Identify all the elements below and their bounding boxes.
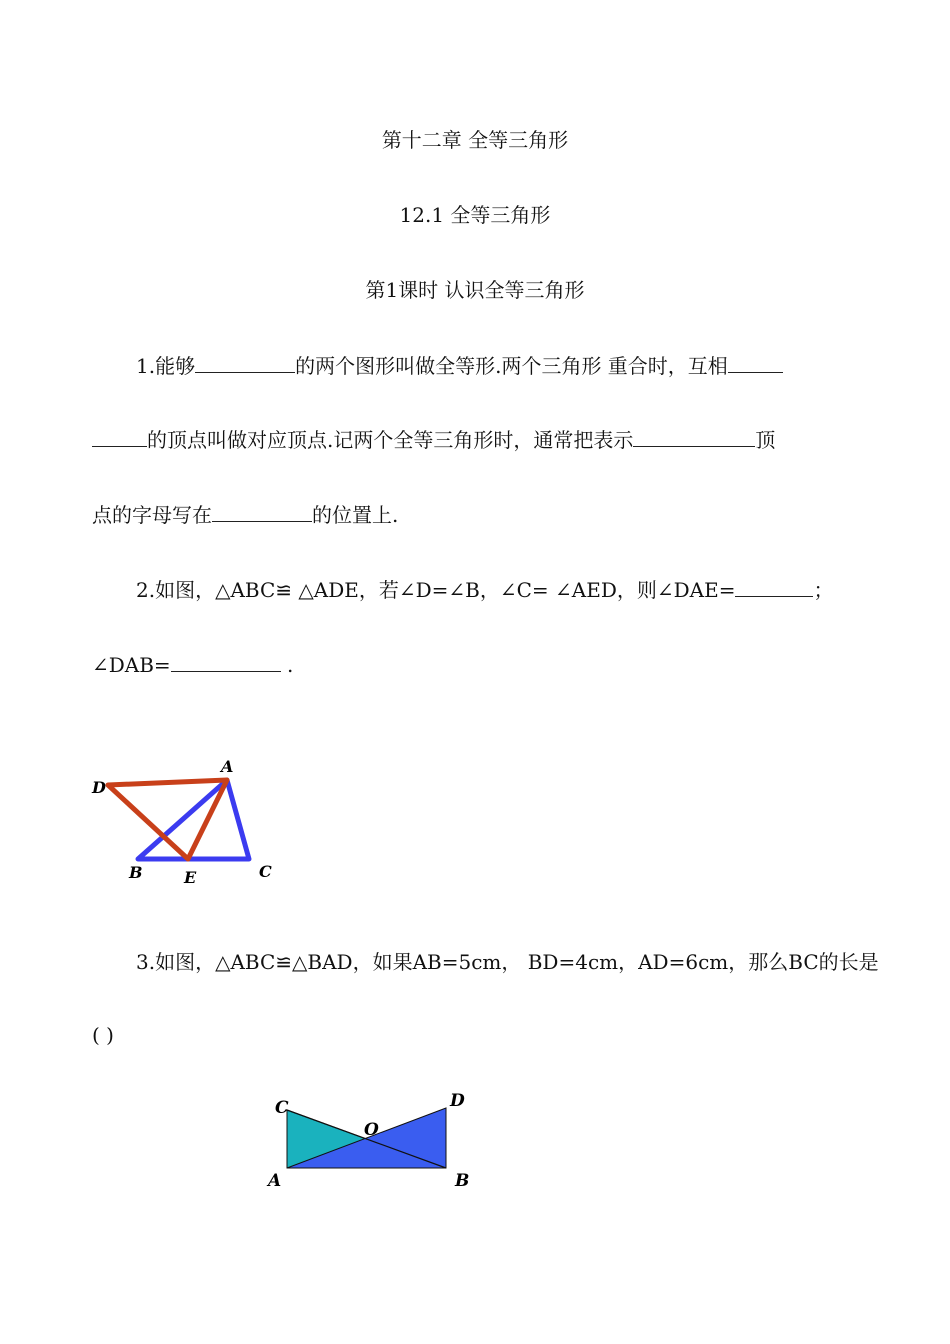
q2-line1 [136,578,833,602]
section-title: 12.1 全等三角形 [399,203,551,227]
chapter-title: 第十二章 全等三角形 [381,128,569,152]
q2-label-c: C [259,862,272,881]
q3-triangle-figure [260,1085,490,1200]
q2-blank-dab[interactable] [171,653,281,672]
q1-text: 顶 [755,428,776,452]
q2-blank-dae[interactable] [735,578,813,597]
q2-text: ； [813,578,834,602]
q3-label-b: B [455,1171,470,1191]
q1-line3 [92,503,398,527]
q1-text: 1.能够 [136,354,196,378]
q2-text: 2.如图，△ABC≌ △ADE，若∠D=∠B，∠C= ∠AED，则∠DAE= [136,578,736,602]
q3-label-a: A [268,1171,282,1191]
q2-triangle-figure [80,750,300,890]
q3-label-c: C [275,1098,289,1118]
q3-label-d: D [450,1091,465,1111]
q2-label-a: A [221,757,234,776]
q1-text: 的顶点叫做对应顶点.记两个全等三角形时，通常把表示 [147,428,634,452]
q3-label-o: O [364,1120,379,1140]
q2-text: ∠DAB= [92,653,171,677]
q2-label-b: B [129,863,143,882]
q2-label-e: E [184,868,197,887]
q1-line1 [136,354,783,378]
triangle-ade [108,780,227,859]
q1-line2 [92,428,775,452]
q1-blank-1[interactable] [195,354,295,373]
q2-label-d: D [92,778,106,797]
q1-blank-2[interactable] [728,354,783,373]
lesson-title: 第1课时 认识全等三角形 [365,278,585,302]
q3-line1: 3.如图，△ABC≌△BAD，如果AB=5cm， BD=4cm，AD=6cm，那么BC的长是 [136,950,879,974]
q1-text: 的位置上. [312,503,399,527]
q2-text: . [280,653,294,677]
q1-blank-4[interactable] [212,503,312,522]
q2-line2 [92,653,293,677]
q1-text: 的两个图形叫做全等形.两个三角形 重合时，互相 [295,354,728,378]
q1-text: 点的字母写在 [92,503,212,527]
q3-line2: ( ) [92,1023,114,1047]
q1-blank-3[interactable] [633,428,755,447]
q1-blank-2-cont[interactable] [92,428,147,447]
